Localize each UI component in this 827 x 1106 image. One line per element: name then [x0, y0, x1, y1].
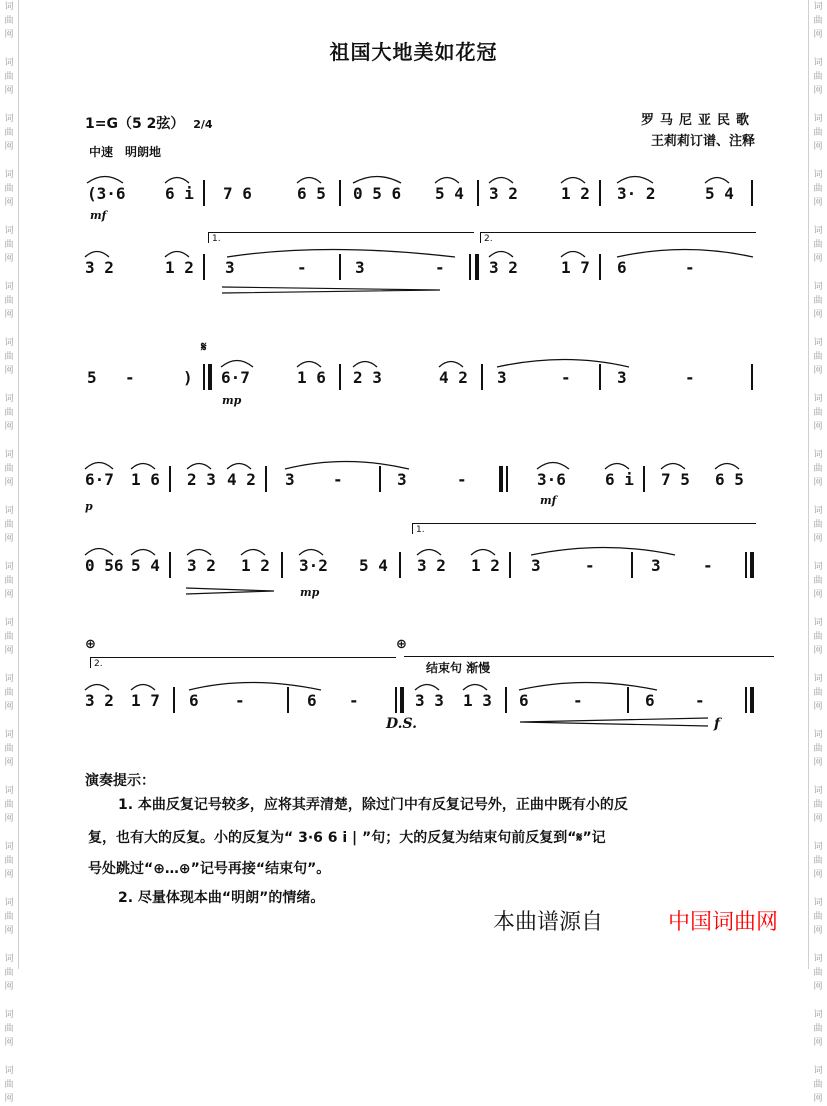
- note: 6: [645, 691, 655, 710]
- score-row-1: [85, 184, 755, 214]
- tempo-marking: 中速 明朗地: [89, 145, 162, 159]
- slur-group: [85, 240, 755, 260]
- volta-first-ending: 1.: [208, 232, 474, 243]
- note-group: 6·7: [221, 368, 250, 387]
- note-group: 4 2: [227, 470, 256, 489]
- note-group: 6·7: [85, 470, 114, 489]
- dash: -: [297, 258, 307, 277]
- dynamic-mp: mp: [222, 394, 242, 407]
- dash: -: [585, 556, 595, 575]
- score-row-5: [85, 556, 755, 586]
- note: 3: [285, 470, 295, 489]
- note-group: 3·2: [299, 556, 328, 575]
- dynamic-mf: mf: [540, 494, 557, 507]
- dynamic-p: p: [85, 500, 93, 513]
- note: 6: [617, 258, 627, 277]
- score-row-3: [85, 368, 755, 398]
- watermark-rule-right: [808, 0, 809, 969]
- note-group: 2 3: [187, 470, 216, 489]
- song-title: 祖国大地美如花冠: [329, 40, 498, 64]
- slur-group: [85, 538, 755, 558]
- score-row-4: [85, 470, 755, 500]
- dash: -: [125, 368, 135, 387]
- credit-arranger: 王莉莉订谱、注释: [650, 134, 755, 149]
- note-group: 5 4: [131, 556, 160, 575]
- note-group: 1 7: [561, 258, 590, 277]
- note-group: 3· 2: [617, 184, 656, 203]
- note-group: 6 5: [715, 470, 744, 489]
- dash: -: [333, 470, 343, 489]
- segno-icon: 𝄋: [201, 340, 207, 355]
- note-group: 6 i: [165, 184, 194, 203]
- note: 3: [617, 368, 627, 387]
- dash: -: [435, 258, 445, 277]
- dash: -: [703, 556, 713, 575]
- dash: -: [235, 691, 245, 710]
- note-group: 1 2: [241, 556, 270, 575]
- note-group: 0 56: [85, 556, 124, 575]
- score-row-2: [85, 258, 755, 288]
- dash: -: [457, 470, 467, 489]
- dynamic-f: f: [714, 716, 721, 732]
- key-label: 1=G（5 2弦）: [85, 116, 185, 132]
- key-signature: [85, 113, 213, 133]
- note-group: (3·6: [87, 184, 126, 203]
- note-group: 1 2: [165, 258, 194, 277]
- note-group: 3 2: [187, 556, 216, 575]
- note-group: 1 2: [561, 184, 590, 203]
- note-group: 7 6: [223, 184, 252, 203]
- note-group: 6 i: [605, 470, 634, 489]
- tip-1-line-2: 复，也有大的反复。小的反复为“ 3·6 6 i | ”句；大的反复为结束句前反复到“𝄋”记: [88, 830, 606, 846]
- note-group: 3 2: [489, 258, 518, 277]
- note-group: 5 4: [705, 184, 734, 203]
- note-group: 3·6: [537, 470, 566, 489]
- note-group: 3 2: [85, 691, 114, 710]
- dal-segno: D.S.: [386, 716, 418, 732]
- note: 5: [87, 368, 97, 387]
- hairpin-decrescendo: [222, 285, 442, 295]
- dynamic-mf: mf: [90, 209, 107, 222]
- coda-icon: ⊕: [396, 637, 407, 652]
- note-group: 3 3: [415, 691, 444, 710]
- note-group: 3 2: [417, 556, 446, 575]
- note: 6: [189, 691, 199, 710]
- slur-group: [85, 452, 755, 472]
- note-group: 1 7: [131, 691, 160, 710]
- source-label: 本曲谱源自: [493, 910, 604, 935]
- note-group: 4 2: [439, 368, 468, 387]
- close-paren: ): [183, 368, 193, 387]
- hairpin-decrescendo: [186, 586, 276, 596]
- volta-first-ending: 1.: [412, 523, 756, 534]
- dynamic-mp: mp: [300, 586, 320, 599]
- note-group: 1 3: [463, 691, 492, 710]
- time-signature: 2/4: [193, 118, 213, 131]
- note: 3: [531, 556, 541, 575]
- tip-1-line-1: 1. 本曲反复记号较多，应将其弄清楚，除过门中有反复记号外，正曲中既有小的反: [118, 797, 628, 813]
- note-group: 3 2: [489, 184, 518, 203]
- ending-label-text: 结束句 渐慢: [426, 661, 491, 675]
- note-group: 5 4: [435, 184, 464, 203]
- note-group: 3 2: [85, 258, 114, 277]
- dash: -: [573, 691, 583, 710]
- note: 6: [307, 691, 317, 710]
- watermark-rule-left: [18, 0, 19, 969]
- dash: -: [685, 368, 695, 387]
- tip-2: 2. 尽量体现本曲“明朗”的情绪。: [118, 890, 325, 906]
- slur-group: [85, 166, 755, 186]
- note-group: 7 5: [661, 470, 690, 489]
- dash: -: [695, 691, 705, 710]
- note: 3: [225, 258, 235, 277]
- watermark-column-left: 词曲网 词曲网 词曲网 词曲网 词曲网 词曲网 词曲网 词曲网 词曲网 词曲网 词曲网 词曲网 词曲网 词曲网 词曲网 词曲网 词曲网 词曲网 词曲网 词曲网: [4, 2, 14, 1104]
- note-group: 2 3: [353, 368, 382, 387]
- tip-1-line-3: 号处跳过“⊕…⊕”记号再接“结束句”。: [88, 861, 331, 877]
- watermark-column-right: 词曲网 词曲网 词曲网 词曲网 词曲网 词曲网 词曲网 词曲网 词曲网 词曲网 词曲网 词曲网 词曲网 词曲网 词曲网 词曲网 词曲网 词曲网 词曲网 词曲网: [813, 2, 823, 1104]
- slur-group: [85, 350, 755, 370]
- hairpin-crescendo: [520, 716, 710, 728]
- slur-group: [85, 673, 755, 693]
- note-group: 1 6: [131, 470, 160, 489]
- note-group: 5 4: [359, 556, 388, 575]
- tips-heading: 演奏提示：: [85, 773, 155, 789]
- brand-link[interactable]: 中国词曲网: [668, 910, 779, 935]
- note: 6: [519, 691, 529, 710]
- note-group: 1 2: [471, 556, 500, 575]
- dash: -: [349, 691, 359, 710]
- note: 3: [397, 470, 407, 489]
- dash: -: [561, 368, 571, 387]
- note-group: 6 5: [297, 184, 326, 203]
- dash: -: [685, 258, 695, 277]
- coda-icon: ⊕: [85, 637, 96, 652]
- note: 3: [355, 258, 365, 277]
- note-group: 0 5 6: [353, 184, 402, 203]
- note: 3: [497, 368, 507, 387]
- note: 3: [651, 556, 661, 575]
- volta-second-ending: 2.: [90, 657, 396, 668]
- note-group: 1 6: [297, 368, 326, 387]
- credit-origin: 罗马尼亚民歌: [640, 113, 755, 128]
- volta-second-ending: 2.: [480, 232, 756, 243]
